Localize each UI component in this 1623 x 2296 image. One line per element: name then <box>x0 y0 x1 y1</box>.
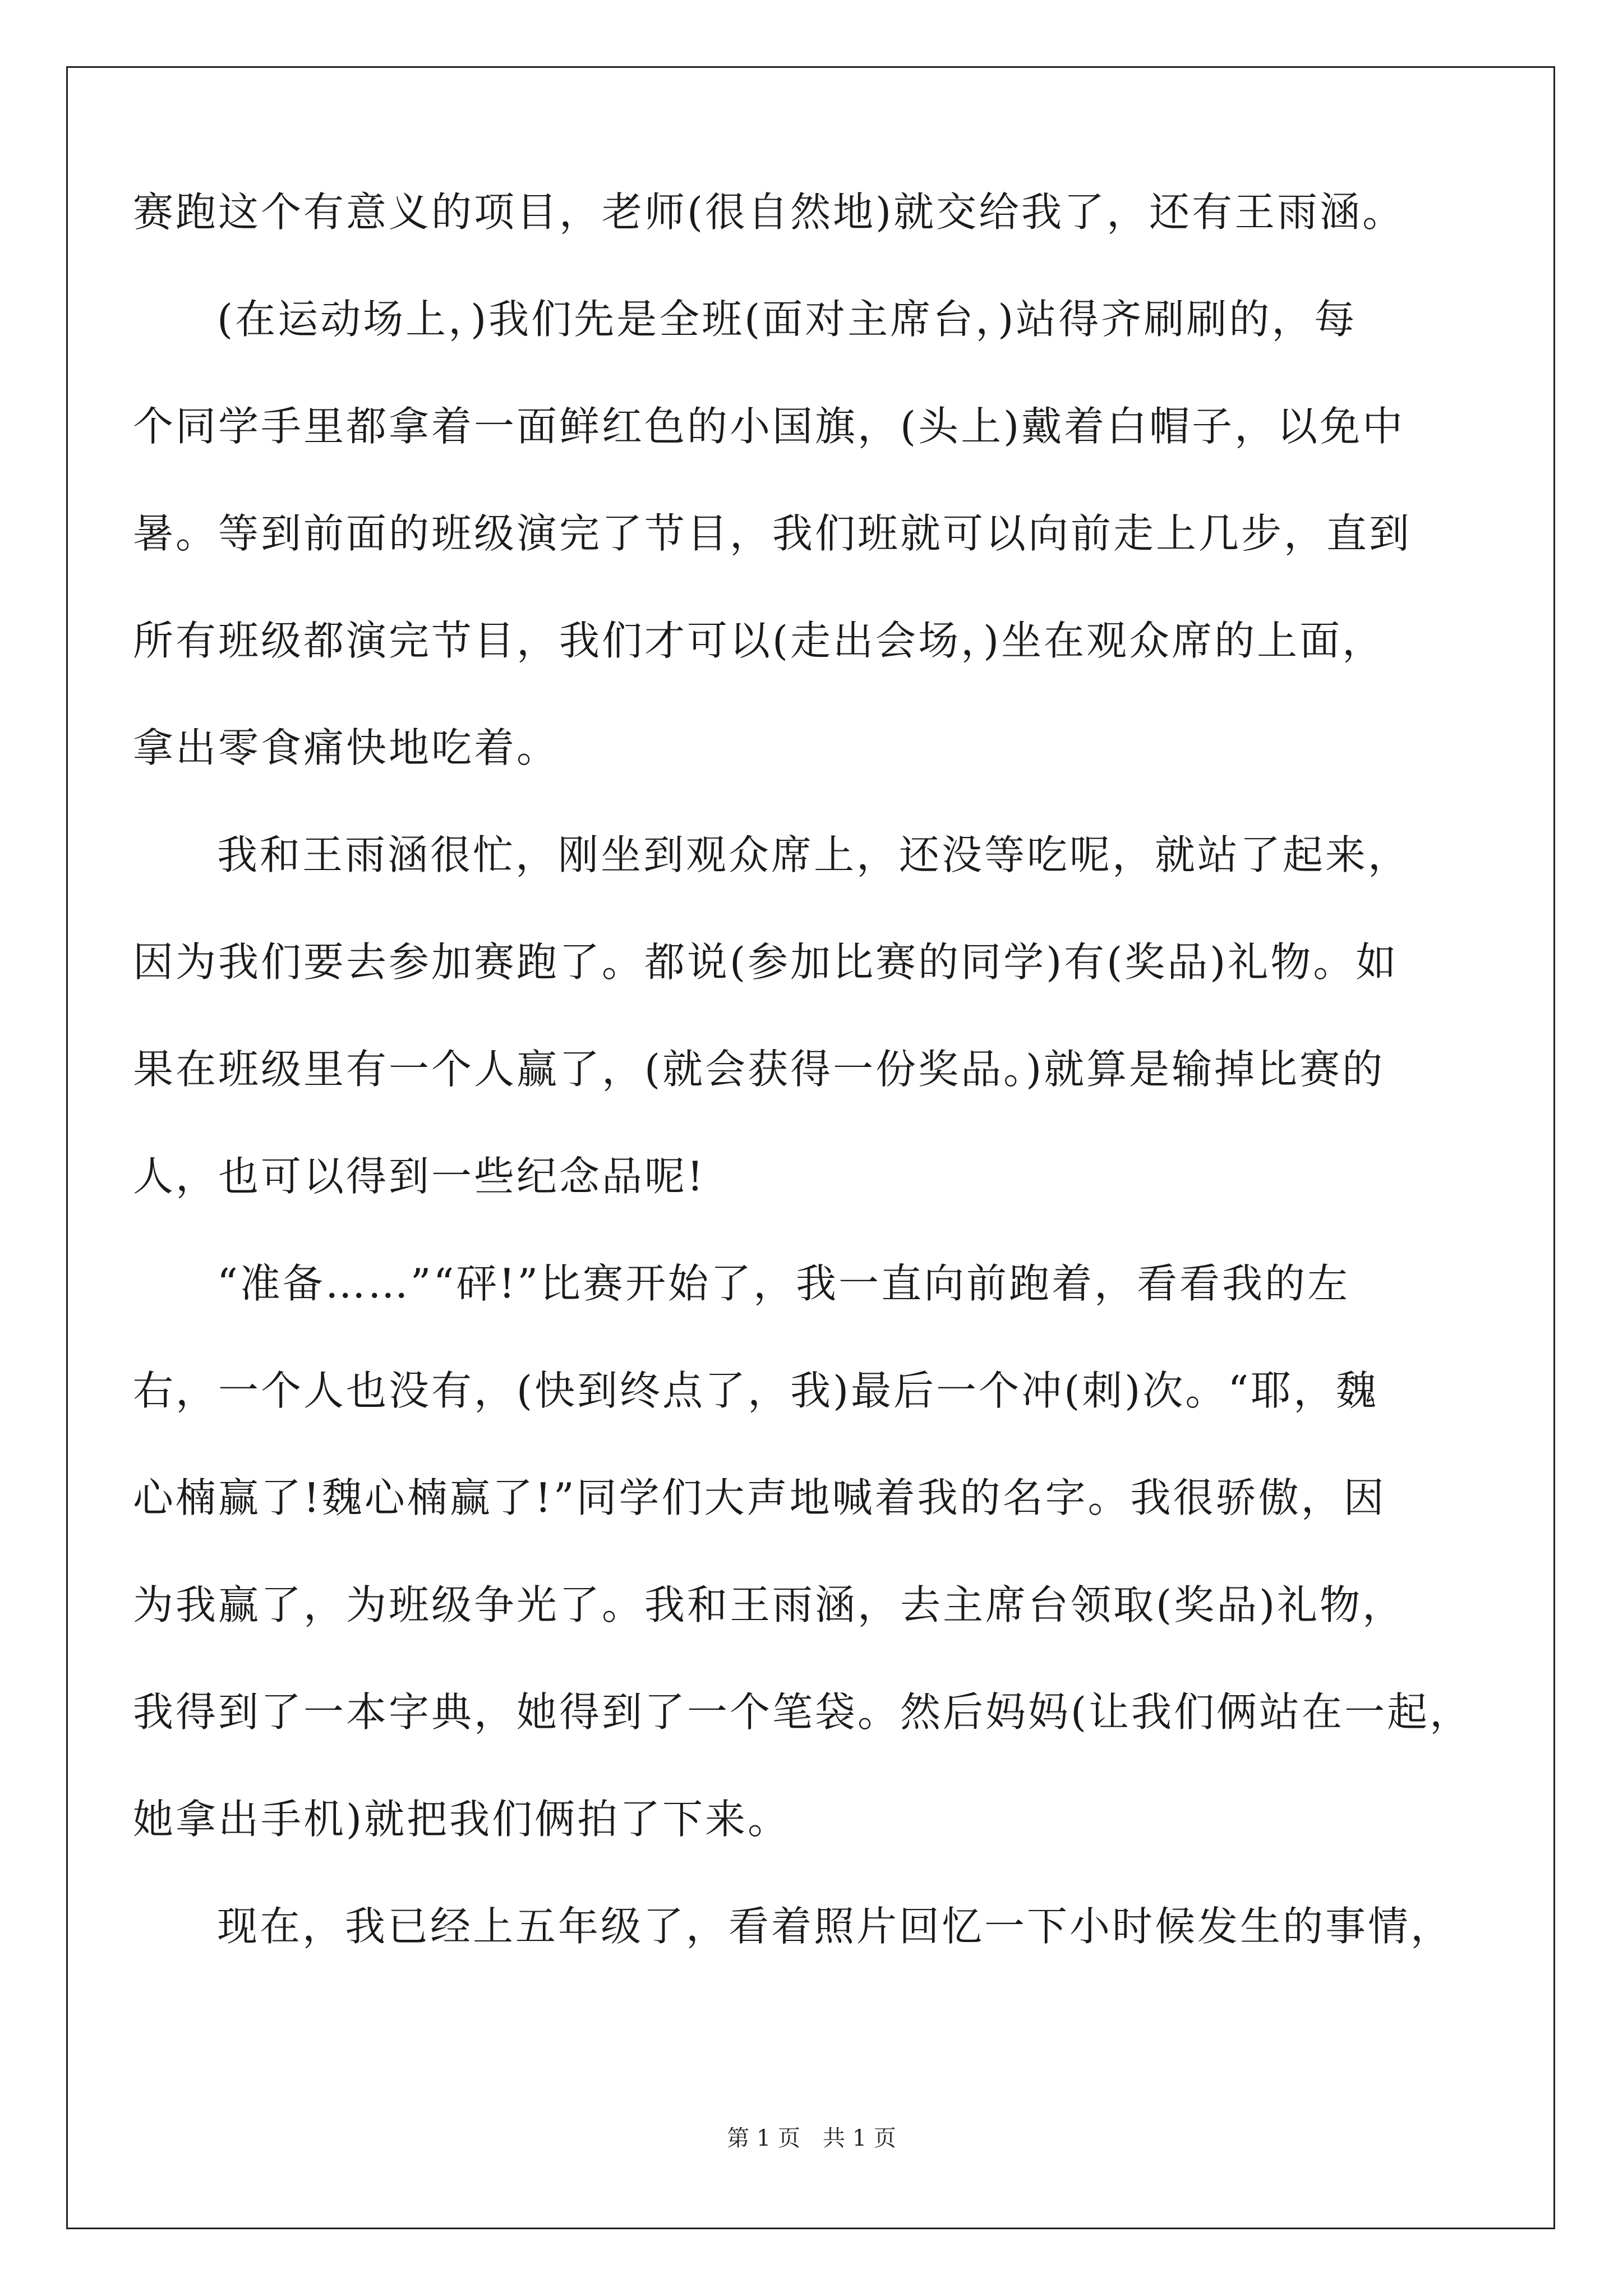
text-line: 人，也可以得到一些纪念品呢! <box>133 1153 706 1200</box>
text-line: 赛跑这个有意义的项目，老师(很自然地)就交给我了，还有王雨涵。 <box>133 188 1405 236</box>
text-line: 她拿出手机)就把我们俩拍了下来。 <box>133 1796 791 1843</box>
text-line: 现在，我已经上五年级了，看着照片回忆一下小时候发生的事情， <box>217 1903 1454 1950</box>
text-line: “准备……”“砰!”比赛开始了，我一直向前跑着，看看我的左 <box>217 1260 1350 1307</box>
text-line: 心楠赢了!魏心楠赢了!”同学们大声地喊着我的名字。我很骄傲，因 <box>133 1474 1386 1521</box>
page-number: 第 1 页 共 1 页 <box>727 2125 896 2151</box>
text-line: 我得到了一本字典，她得到了一个笔袋。然后妈妈(让我们俩站在一起， <box>133 1688 1473 1736</box>
text-line: 我和王雨涵很忙，刚坐到观众席上，还没等吃呢，就站了起来， <box>217 831 1411 878</box>
text-line: 因为我们要去参加赛跑了。都说(参加比赛的同学)有(奖品)礼物。如 <box>133 938 1399 986</box>
text-line: 右，一个人也没有，(快到终点了，我)最后一个冲(刺)次。“耶，魏 <box>133 1367 1379 1414</box>
text-line: 拿出零食痛快地吃着。 <box>133 724 560 771</box>
text-line: 个同学手里都拿着一面鲜红色的小国旗，(头上)戴着白帽子，以免中 <box>133 403 1405 450</box>
text-line: (在运动场上，)我们先是全班(面对主席台，)站得齐刷刷的，每 <box>217 296 1357 343</box>
text-line: 果在班级里有一个人赢了，(就会获得一份奖品。)就算是输掉比赛的 <box>133 1046 1385 1093</box>
text-line: 暑。等到前面的班级演完了节目，我们班就可以向前走上几步，直到 <box>133 510 1412 557</box>
text-line: 所有班级都演完节目，我们才可以(走出会场，)坐在观众席的上面， <box>133 617 1385 664</box>
text-line: 为我赢了，为班级争光了。我和王雨涵，去主席台领取(奖品)礼物， <box>133 1581 1405 1628</box>
